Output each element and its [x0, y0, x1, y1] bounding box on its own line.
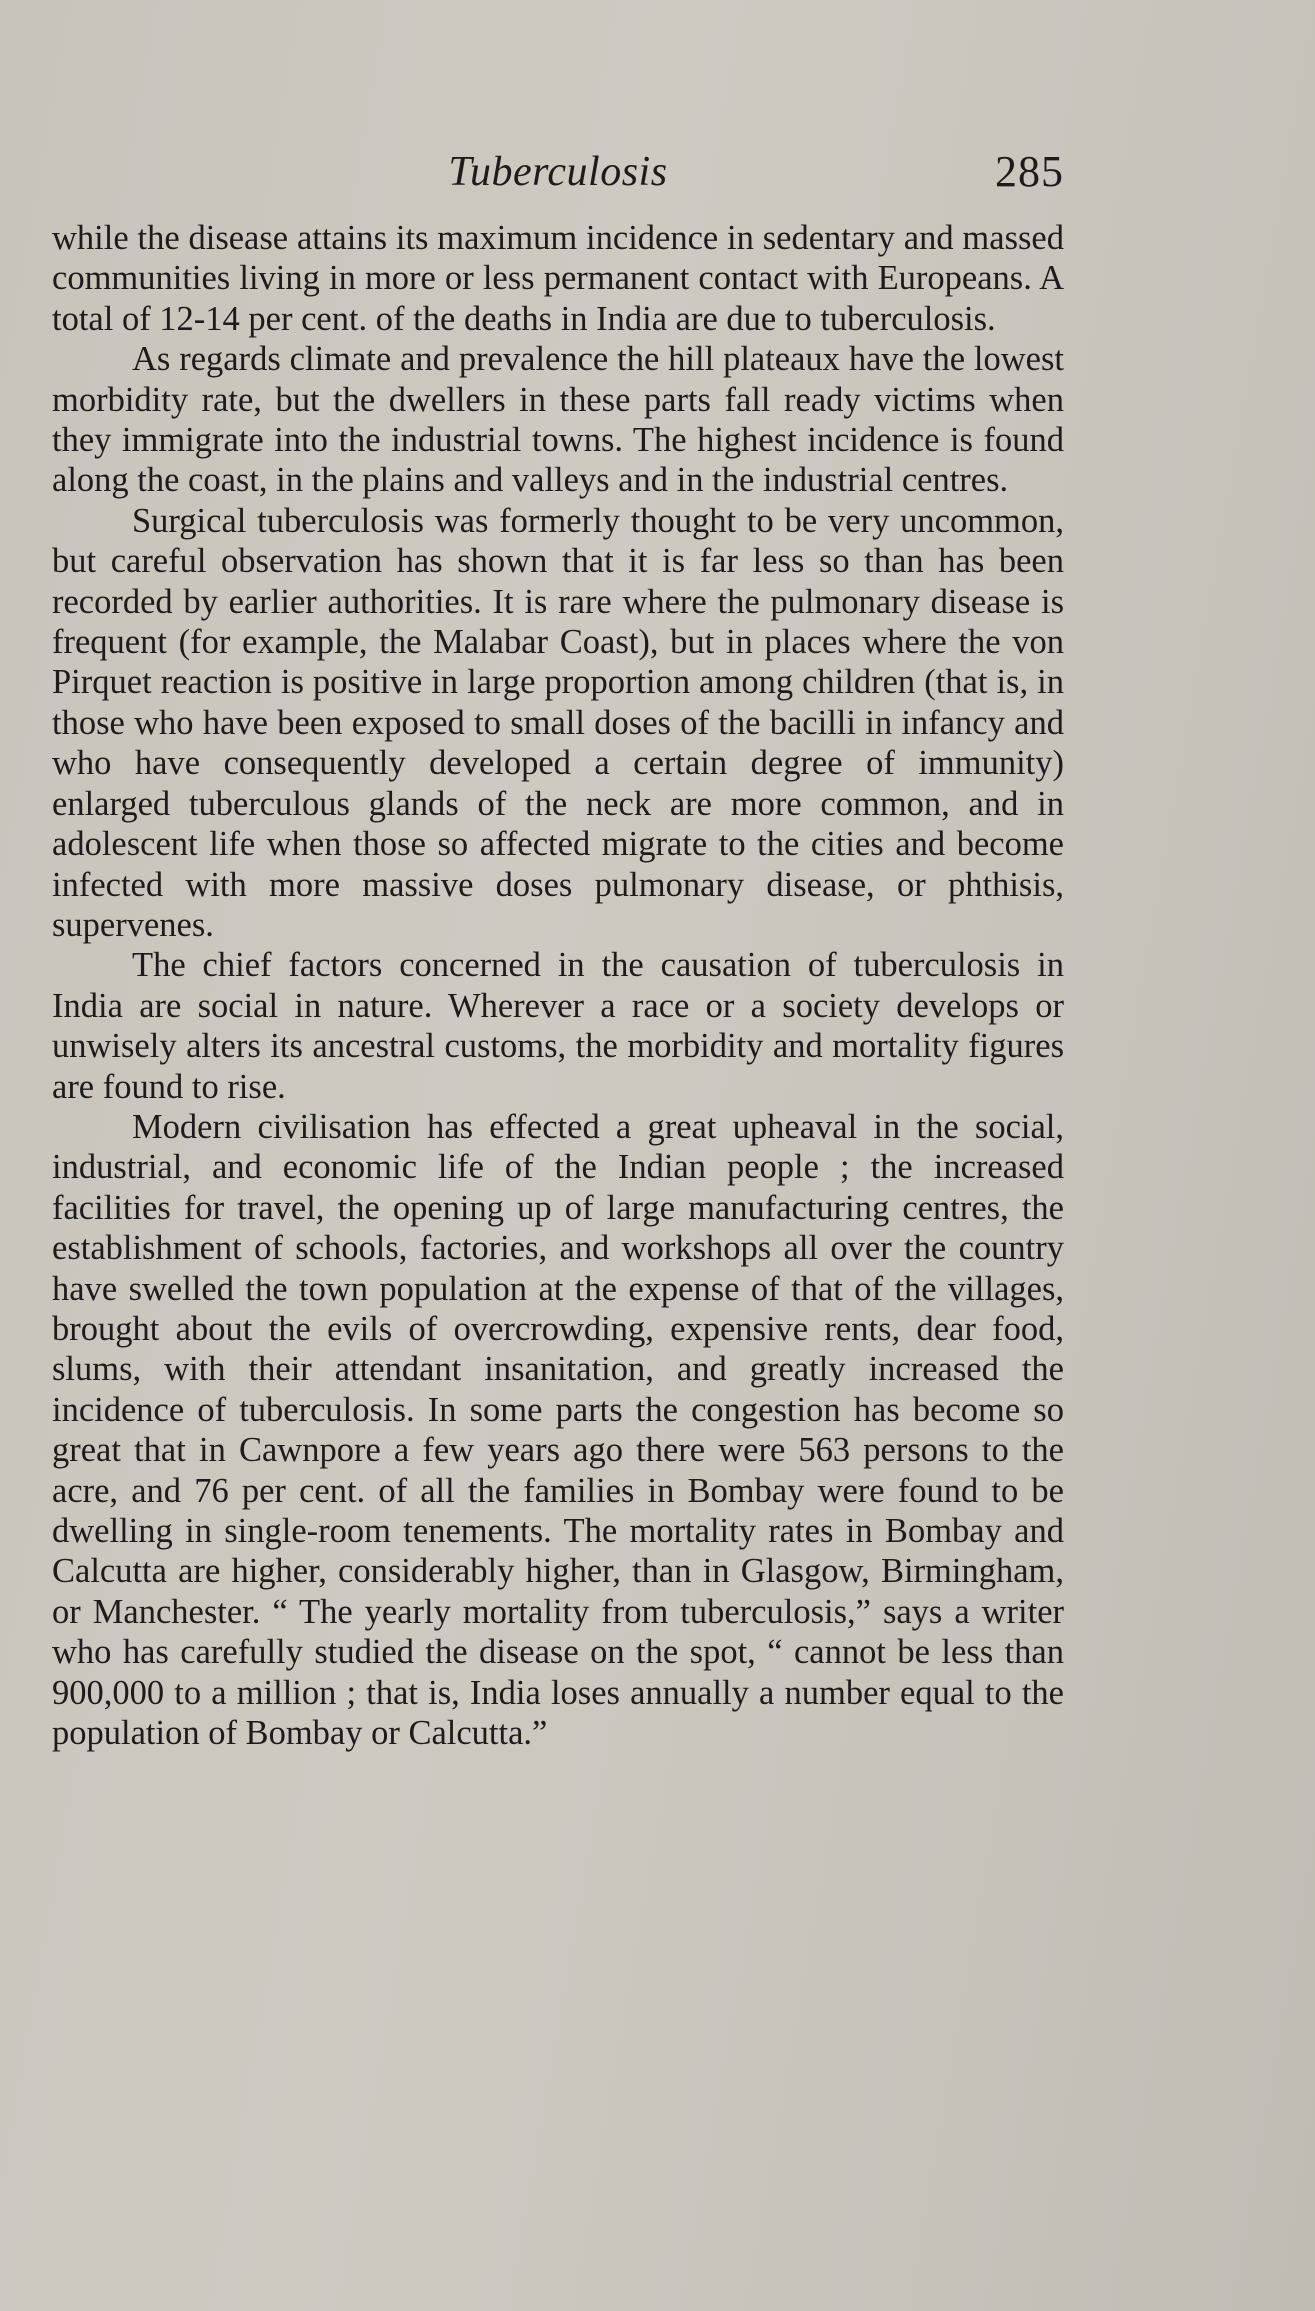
page-number: 285: [995, 147, 1064, 196]
body-text: [52, 218, 1064, 1753]
running-title: Tuberculosis: [448, 149, 668, 195]
paragraph-climate: As regards climate and prevalence the hill plateaux have the lowest morbidity rate, but the dwellers in these parts fall ready victims when they immigrate into the industrial towns. The highest incidence is found along the coast, in the plains and valleys and in the industrial centres.: [52, 340, 1064, 500]
paragraph-modern-civilisation: Modern civilisation has effected a great upheaval in the social, industrial, and economic life of the Indian people ; the increased facilities for travel, the opening up of large manufacturing centres, the establishment of schools, factories, and workshops all over the country have swelled the town population at the expense of that of the villages, brought about the evils of overcrowding, expensive rents, dear food, slums, with their attendant insanitation, and greatly increased the incidence of tuberculosis. In some parts the congestion has become so great that in Cawnpore a few years ago there were 563 persons to the acre, and 76 per cent. of all the families in Bombay were found to be dwelling in single-room tenements. The mortality rates in Bombay and Calcutta are higher, considerably higher, than in Glasgow, Birmingham, or Manchester. “ The yearly mortality from tuberculosis,” says a writer who has carefully studied the disease on the spot, “ cannot be less than 900,000 to a million ; that is, India loses annually a number equal to the population of Bombay or Calcutta.”: [52, 1107, 1064, 1753]
paragraph-surgical-tuberculosis: Surgical tuberculosis was formerly thought to be very uncommon, but careful observation has shown that it is far less so than has been recorded by earlier authorities. It is rare where the pulmonary disease is frequent (for example, the Malabar Coast), but in places where the von Pirquet reaction is positive in large proportion among children (that is, in those who have been exposed to small doses of the bacilli in infancy and who have consequently developed a certain degree of immunity) enlarged tuberculous glands of the neck are more common, and in adolescent life when those so affected migrate to the cities and become infected with more massive doses pulmonary disease, or phthisis, supervenes.: [52, 501, 1064, 944]
paragraph-social-factors: The chief factors concerned in the causation of tuberculosis in India are social in nature. Wherever a race or a society develops or unwisely alters its ancestral customs, the morbidity and mortality figures are found to rise.: [52, 946, 1064, 1106]
paragraph-continued: while the disease attains its maximum incidence in sedentary and massed communities living in more or less permanent contact with Europeans. A total of 12-14 per cent. of the deaths in India are due to tuberculosis.: [52, 219, 1064, 338]
running-head: [52, 138, 1064, 198]
